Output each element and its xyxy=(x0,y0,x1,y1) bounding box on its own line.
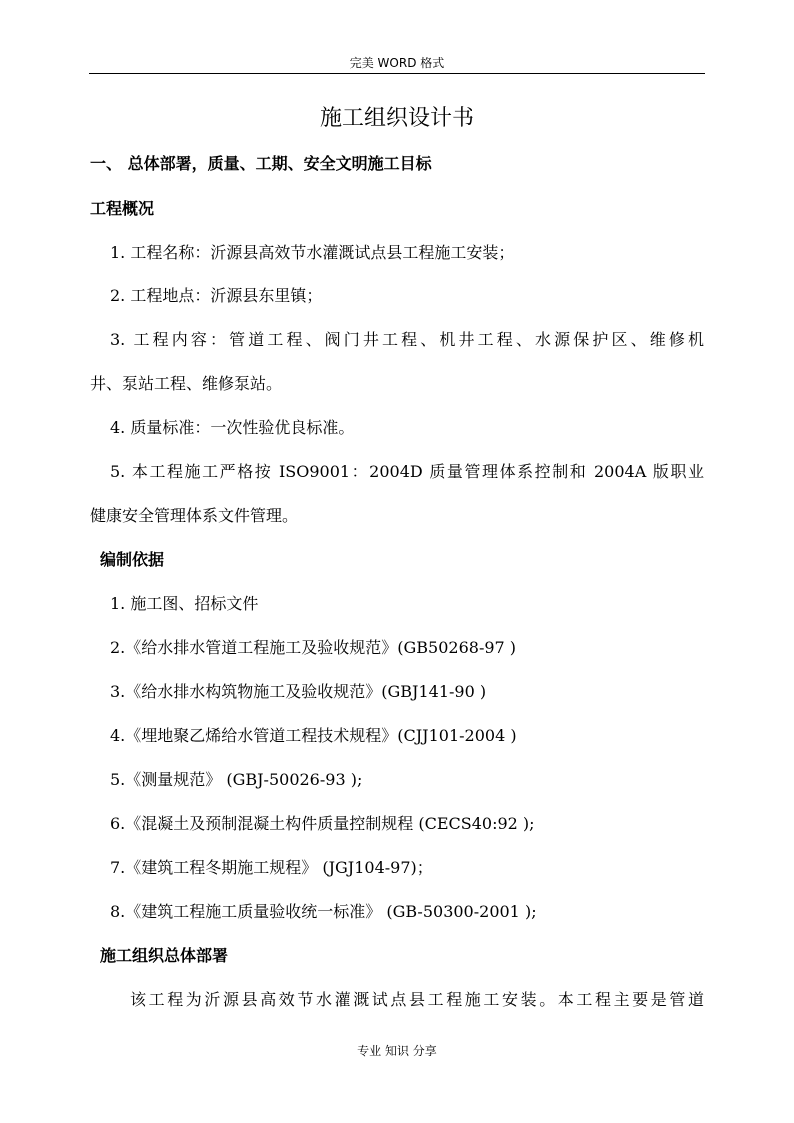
overview-item-2: 2. 工程地点：沂源县东里镇； xyxy=(110,286,323,305)
section-heading: 一、 总体部署，质量、工期、安全文明施工目标 xyxy=(90,154,432,173)
basis-item: 7.《建筑工程冬期施工规程》 (JGJ104-97)； xyxy=(110,858,433,877)
basis-heading: 编制依据 xyxy=(100,550,165,569)
overview-item-3-line-1: 3. 工程内容：管道工程、阀门井工程、机井工程、水源保护区、维修机 xyxy=(110,330,704,349)
basis-item: 3.《给水排水构筑物施工及验收规范》(GBJ141-90 ) xyxy=(110,682,487,701)
page-header: 完美 WORD 格式 xyxy=(349,56,445,70)
header-rule xyxy=(89,73,705,74)
basis-item: 8.《建筑工程施工质量验收统一标准》 (GB-50300-2001 ); xyxy=(110,902,537,921)
page-footer: 专业 知识 分享 xyxy=(357,1044,437,1058)
basis-item: 4.《埋地聚乙烯给水管道工程技术规程》(CJJ101-2004 ) xyxy=(110,726,517,745)
overview-item-1: 1. 工程名称：沂源县高效节水灌溉试点县工程施工安装； xyxy=(110,243,515,262)
basis-item: 6.《混凝土及预制混凝土构件质量控制规程 (CECS40:92 ); xyxy=(110,814,535,833)
overview-item-3-line-2: 井、泵站工程、维修泵站。 xyxy=(90,374,283,393)
overview-item-4: 4. 质量标准：一次性验优良标准。 xyxy=(110,418,355,437)
deployment-paragraph: 该工程为沂源县高效节水灌溉试点县工程施工安装。本工程主要是管道 xyxy=(130,990,704,1009)
overview-item-5-line-1: 5. 本工程施工严格按 ISO9001：2004D 质量管理体系控制和 2004A 版职业 xyxy=(110,462,704,481)
basis-item: 5.《测量规范》 (GBJ-50026-93 ); xyxy=(110,770,363,789)
deployment-heading: 施工组织总体部署 xyxy=(100,946,229,965)
basis-item: 2.《给水排水管道工程施工及验收规范》(GB50268-97 ) xyxy=(110,638,517,657)
basis-item: 1. 施工图、招标文件 xyxy=(110,594,259,613)
overview-item-5-line-2: 健康安全管理体系文件管理。 xyxy=(90,506,299,525)
document-title: 施工组织设计书 xyxy=(319,106,474,131)
overview-heading: 工程概况 xyxy=(90,199,155,218)
